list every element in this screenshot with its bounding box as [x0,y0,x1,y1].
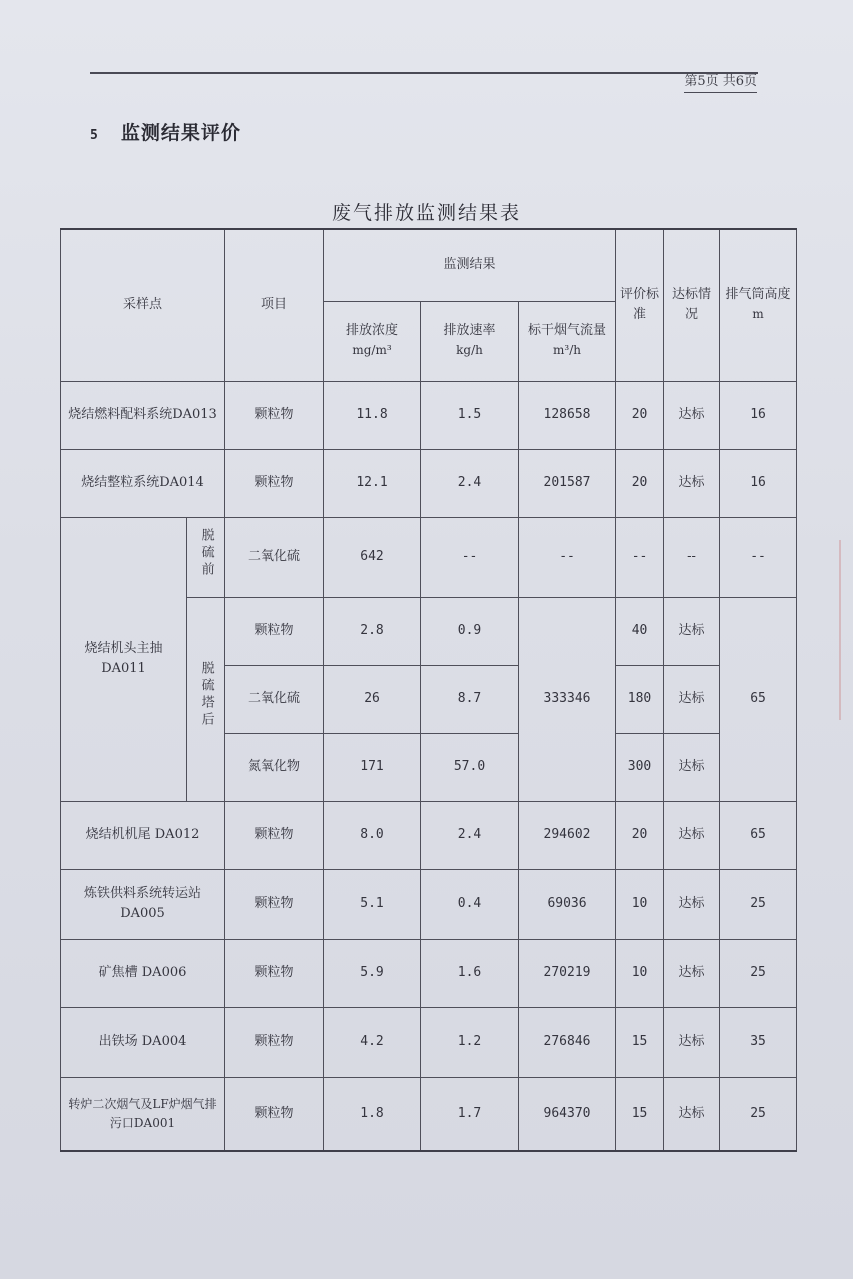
cell-height: 16 [720,449,797,517]
cell-std: 180 [616,665,664,733]
cell-rate: 0.9 [421,597,519,665]
cell-item: 颗粒物 [225,939,324,1007]
after-desulfurization-label: 脱硫塔后 [187,597,225,801]
cell-std: 300 [616,733,664,801]
table-row [61,381,797,449]
header-compliance: 达标情况 [664,229,720,381]
cell-point: 烧结机机尾 DA012 [61,801,225,869]
cell-point: 出铁场 DA004 [61,1007,225,1077]
table-row [61,1077,797,1151]
cell-result: 达标 [664,939,720,1007]
cell-conc: 5.9 [324,939,421,1007]
cell-item: 颗粒物 [225,381,324,449]
cell-conc: 171 [324,733,421,801]
cell-point: 矿焦槽 DA006 [61,939,225,1007]
cell-item: 颗粒物 [225,597,324,665]
cell-rate: 0.4 [421,869,519,939]
cell-height: 25 [720,939,797,1007]
cell-result: -- [664,517,720,597]
cell-point: 转炉二次烟气及LF炉烟气排污口DA001 [61,1077,225,1151]
cell-height: 35 [720,1007,797,1077]
cell-rate: -- [421,517,519,597]
cell-point: 炼铁供料系统转运站 DA005 [61,869,225,939]
cell-conc: 1.8 [324,1077,421,1151]
header-flow: 标干烟气流量 m³/h [519,301,616,381]
cell-std: 20 [616,381,664,449]
cell-result: 达标 [664,381,720,449]
cell-flow: 333346 [519,597,616,801]
cell-result: 达标 [664,665,720,733]
header-rate: 排放速率 kg/h [421,301,519,381]
cell-result: 达标 [664,1077,720,1151]
cell-rate: 1.7 [421,1077,519,1151]
page-number: 第5页 共6页 [684,70,757,89]
cell-height: 25 [720,1077,797,1151]
header-height: 排气筒高度 m [720,229,797,381]
header-rule [90,72,758,74]
cell-point: 烧结燃料配料系统DA013 [61,381,225,449]
cell-conc: 26 [324,665,421,733]
cell-conc: 8.0 [324,801,421,869]
cell-result: 达标 [664,869,720,939]
section-heading [90,118,241,145]
cell-conc: 5.1 [324,869,421,939]
cell-item: 二氧化硫 [225,665,324,733]
cell-rate: 1.2 [421,1007,519,1077]
table-row [61,449,797,517]
table-row [61,517,797,597]
cell-item: 颗粒物 [225,801,324,869]
cell-result: 达标 [664,801,720,869]
cell-rate: 8.7 [421,665,519,733]
cell-conc: 642 [324,517,421,597]
cell-conc: 4.2 [324,1007,421,1077]
cell-std: 20 [616,801,664,869]
cell-height: -- [720,517,797,597]
cell-rate: 57.0 [421,733,519,801]
section-title: 监测结果评价 [120,122,241,144]
cell-rate: 1.6 [421,939,519,1007]
cell-flow: 69036 [519,869,616,939]
cell-result: 达标 [664,597,720,665]
cell-flow: 294602 [519,801,616,869]
emission-results-table [60,228,797,1152]
header-sampling-point: 采样点 [61,229,225,381]
cell-std: 15 [616,1007,664,1077]
cell-std: 15 [616,1077,664,1151]
header-monitoring-results: 监测结果 [324,229,616,301]
cell-rate: 2.4 [421,801,519,869]
cell-height: 65 [720,801,797,869]
header-row-1 [61,229,797,301]
header-item: 项目 [225,229,324,381]
before-desulfurization-label: 脱硫前 [187,517,225,597]
table-row [61,939,797,1007]
cell-conc: 11.8 [324,381,421,449]
header-concentration: 排放浓度 mg/m³ [324,301,421,381]
stamp-edge [839,540,853,720]
cell-item: 氮氧化物 [225,733,324,801]
cell-result: 达标 [664,1007,720,1077]
section-number: 5 [90,128,99,143]
cell-flow: 276846 [519,1007,616,1077]
cell-flow: 270219 [519,939,616,1007]
cell-std: 20 [616,449,664,517]
cell-flow: -- [519,517,616,597]
cell-std: 10 [616,869,664,939]
cell-point: 烧结整粒系统DA014 [61,449,225,517]
cell-result: 达标 [664,449,720,517]
cell-flow: 128658 [519,381,616,449]
table-title: 废气排放监测结果表 [331,202,521,224]
cell-rate: 1.5 [421,381,519,449]
cell-item: 颗粒物 [225,1077,324,1151]
cell-item: 颗粒物 [225,1007,324,1077]
cell-height: 65 [720,597,797,801]
cell-flow: 964370 [519,1077,616,1151]
cell-height: 16 [720,381,797,449]
cell-item: 颗粒物 [225,449,324,517]
cell-std: -- [616,517,664,597]
cell-std: 10 [616,939,664,1007]
table-row [61,869,797,939]
cell-height: 25 [720,869,797,939]
cell-conc: 12.1 [324,449,421,517]
cell-point: 烧结机头主抽DA011 [61,517,187,801]
header-standard: 评价标准 [616,229,664,381]
cell-conc: 2.8 [324,597,421,665]
cell-result: 达标 [664,733,720,801]
cell-item: 二氧化硫 [225,517,324,597]
table-row [61,801,797,869]
cell-std: 40 [616,597,664,665]
cell-item: 颗粒物 [225,869,324,939]
cell-rate: 2.4 [421,449,519,517]
table-row [61,1007,797,1077]
cell-flow: 201587 [519,449,616,517]
